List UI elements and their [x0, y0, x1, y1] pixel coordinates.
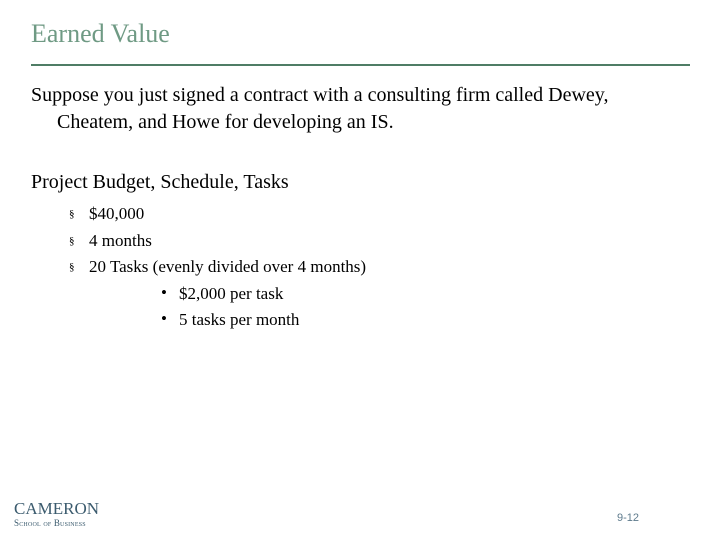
page-number: 9-12	[617, 512, 640, 524]
dot-bullet-icon: •	[161, 282, 167, 302]
sub-list-item	[89, 307, 681, 334]
list-item	[31, 228, 681, 255]
title-divider	[31, 64, 690, 66]
section-heading: Project Budget, Schedule, Tasks	[31, 171, 289, 193]
sub-list-item	[89, 281, 681, 308]
list-item-text: 4 months	[89, 230, 152, 250]
square-bullet-icon: §	[69, 261, 75, 273]
sub-list-item-text: 5 tasks per month	[179, 310, 300, 329]
logo-wordmark: CAMERON	[14, 499, 100, 518]
list-item	[31, 254, 681, 334]
dot-bullet-icon: •	[161, 309, 167, 328]
list-item-text: $40,000	[89, 204, 145, 223]
sub-bullet-list	[89, 281, 681, 334]
bullet-list	[31, 201, 681, 334]
list-item-text: 20 Tasks (evenly divided over 4 months)	[89, 257, 367, 276]
list-item	[31, 201, 681, 228]
slide-body	[31, 82, 681, 334]
slide-title: Earned Value	[31, 19, 170, 48]
sub-list-item-text: $2,000 per task	[179, 283, 284, 303]
cameron-logo	[14, 500, 104, 528]
logo-subtitle: School of Business	[14, 518, 86, 528]
square-bullet-icon: §	[69, 234, 75, 247]
intro-paragraph: Suppose you just signed a contract with a consulting firm called Dewey, Cheatem, and Howe for developing an IS.	[31, 84, 609, 133]
square-bullet-icon: §	[69, 208, 75, 220]
